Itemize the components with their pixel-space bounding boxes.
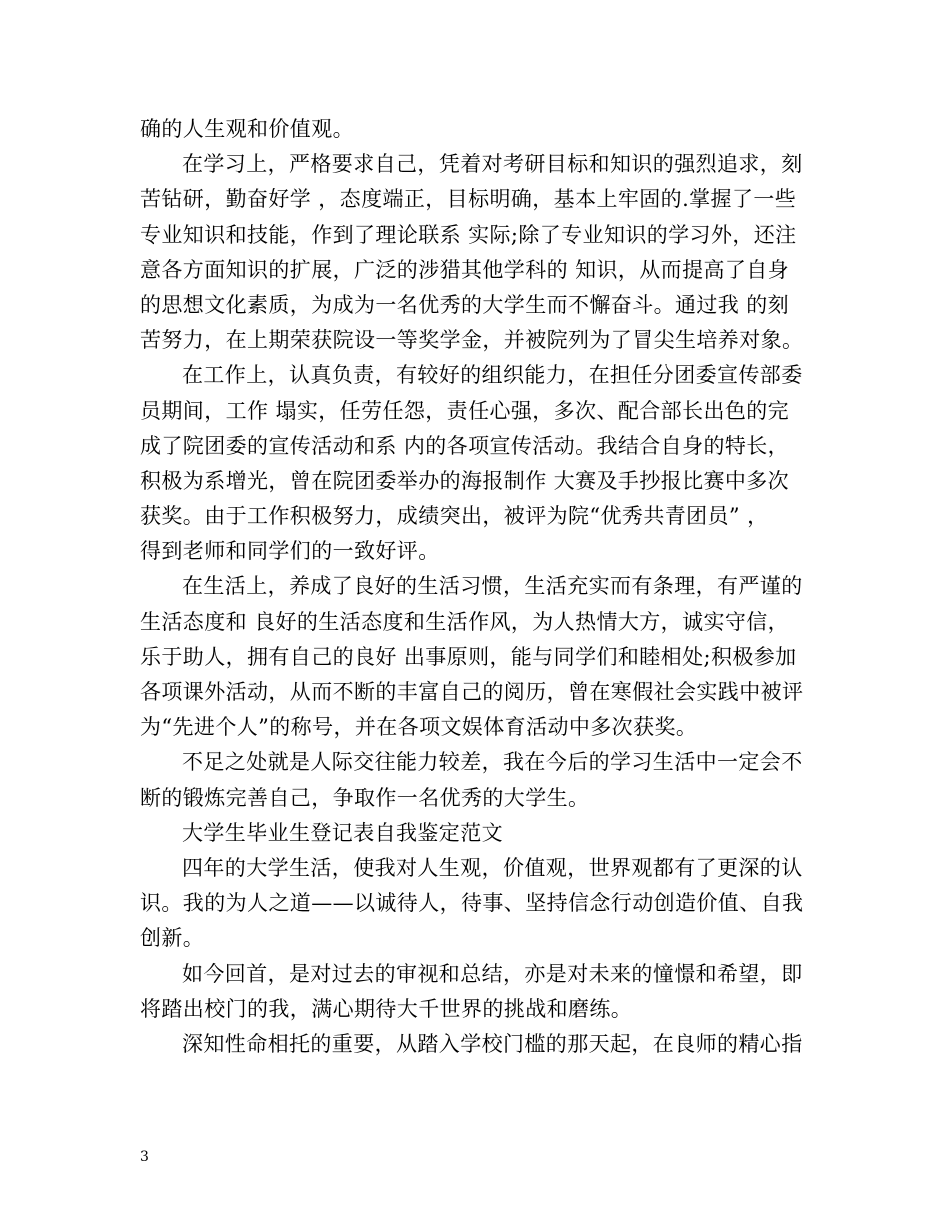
text-line: 将踏出校门的我，满心期待大千世界的挑战和磨练。 [140,996,633,1021]
text-line: 专业知识和技能，作到了理论联系 实际;除了专业知识的学习外，还注 [140,222,797,247]
text-line: 员期间，工作 塌实，任劳任怨，责任心强，多次、配合部长出色的完 [140,398,790,423]
text-line: 意各方面知识的扩展，广泛的涉猎其他学科的 知识，从而提高了自身 [140,257,790,282]
text-line: 四年的大学生活，使我对人生观，价值观，世界观都有了更深的认 [182,855,803,880]
text-line: 乐于助人，拥有自己的良好 出事原则，能与同学们和睦相处;积极参加 [140,644,797,669]
text-line: 为“先进个人”的称号，并在各项文娱体育活动中多次获奖。 [140,715,698,740]
text-line: 苦钻研，勤奋好学 ，态度端正，目标明确，基本上牢固的.掌握了一些 [140,187,797,212]
text-line: 确的人生观和价值观。 [140,117,354,141]
text-line: 识。我的为人之道——以诚待人，待事、坚持信念行动创造价值、自我 [140,891,804,916]
text-line: 在工作上，认真负责，有较好的组织能力，在担任分团委宣传部委 [182,363,803,388]
text-line: 在学习上，严格要求自己，凭着对考研目标和知识的强烈追求，刻 [182,152,803,177]
text-line: 苦努力，在上期荣获院设一等奖学金，并被院列为了冒尖生培养对象。 [140,328,804,353]
text-line: 创新。 [140,926,205,951]
text-line: 大学生毕业生登记表自我鉴定范文 [182,820,503,845]
body-text [140,112,812,1062]
text-line: 获奖。由于工作积极努力，成绩突出，被评为院“优秀共青团员” ， [140,504,769,529]
text-line: 断的锻炼完善自己，争取作一名优秀的大学生。 [140,785,590,810]
text-line: 深知性命相托的重要，从踏入学校门槛的那天起，在良师的精心指 [182,1031,803,1056]
text-line: 得到老师和同学们的一致好评。 [140,539,440,564]
text-line: 不足之处就是人际交往能力较差，我在今后的学习生活中一定会不 [182,750,803,775]
text-line: 如今回首，是对过去的审视和总结，亦是对未来的憧憬和希望，即 [182,961,803,986]
text-line: 在生活上，养成了良好的生活习惯，生活充实而有条理，有严谨的 [182,574,803,599]
text-line: 成了院团委的宣传活动和系 内的各项宣传活动。我结合自身的特长， [140,433,790,458]
text-line: 积极为系增光，曾在院团委举办的海报制作 大赛及手抄报比赛中多次 [140,468,790,493]
text-line: 的思想文化素质，为成为一名优秀的大学生而不懈奋斗。通过我 的刻 [140,292,790,317]
text-line: 生活态度和 良好的生活态度和生活作风，为人热情大方，诚实守信， [140,609,790,634]
text-line: 各项课外活动，从而不断的丰富自己的阅历，曾在寒假社会实践中被评 [140,680,804,704]
page-number: 3 [140,1149,149,1165]
